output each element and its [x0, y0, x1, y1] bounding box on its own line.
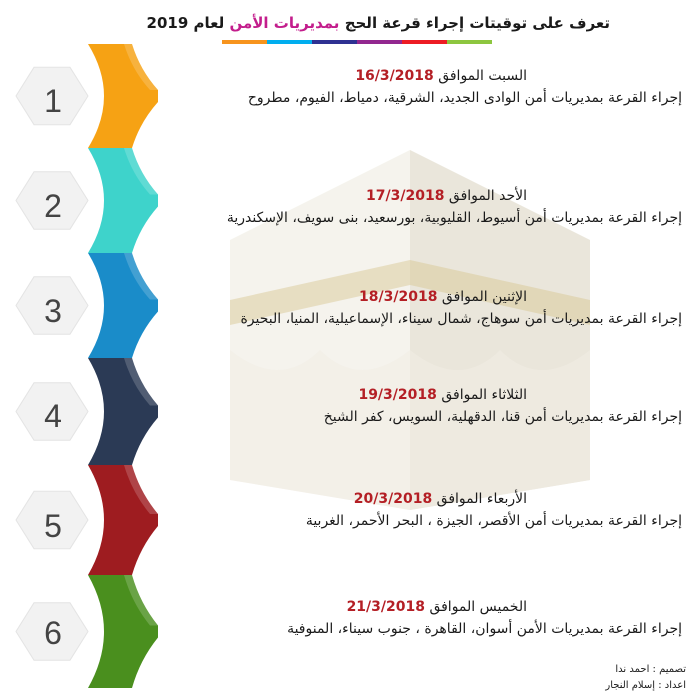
step-number-2: 2 — [44, 188, 62, 224]
timeline-segment-6 — [88, 575, 158, 688]
step-2 — [162, 185, 682, 229]
step-number-5: 5 — [44, 508, 62, 544]
step-4 — [162, 384, 682, 428]
page-title: تعرف على توقيتات إجراء قرعة الحج بمديريات الأمن لعام 2019 — [146, 14, 610, 32]
prepared-credit: اعداد : إسلام النجار — [605, 680, 686, 691]
underline-segment — [357, 40, 402, 44]
underline-segment — [402, 40, 447, 44]
underline-segment — [447, 40, 492, 44]
timeline-segment-5 — [88, 465, 158, 575]
step-description: إجراء القرعة بمديريات أمن سوهاج، شمال سيناء، الإسماعيلية، المنيا، البحيرة — [240, 311, 682, 327]
design-credit: تصميم : احمد ندا — [615, 664, 686, 675]
step-description: إجراء القرعة بمديريات أمن الأقصر، الجيزة ، البحر الأحمر، الغربية — [305, 513, 682, 529]
step-number-6: 6 — [44, 615, 62, 651]
step-date-line: الأربعاء الموافق 20/3/2018 — [353, 491, 527, 507]
step-5 — [162, 488, 682, 532]
step-date-line: الإثنين الموافق 18/3/2018 — [359, 289, 527, 305]
step-number-1: 1 — [44, 83, 62, 119]
step-description: إجراء القرعة بمديريات أمن قنا، الدقهلية، السويس، كفر الشيخ — [323, 409, 682, 425]
timeline-segment-4 — [88, 358, 158, 465]
timeline-segment-3 — [88, 253, 158, 358]
underline-segment — [312, 40, 357, 44]
step-3 — [162, 286, 682, 330]
credits — [605, 662, 686, 694]
timeline-segment-2 — [88, 148, 158, 253]
step-number-4: 4 — [44, 398, 62, 434]
title-underline — [222, 40, 492, 44]
step-date-line: الثلاثاء الموافق 19/3/2018 — [358, 387, 527, 403]
timeline-segment-1 — [88, 44, 158, 148]
step-description: إجراء القرعة بمديريات أمن أسيوط، القليوبية، بورسعيد، بنى سويف، الإسكندرية — [226, 210, 682, 226]
underline-segment — [222, 40, 267, 44]
title-highlight: بمديريات الأمن — [229, 14, 340, 32]
step-description: إجراء القرعة بمديريات أمن الوادى الجديد، الشرقية، دمياط، الفيوم، مطروح — [247, 90, 682, 106]
step-1 — [162, 65, 682, 109]
step-date-line: الأحد الموافق 17/3/2018 — [366, 188, 527, 204]
step-6 — [162, 596, 682, 640]
underline-segment — [267, 40, 312, 44]
step-date-line: السبت الموافق 16/3/2018 — [355, 68, 527, 84]
step-date-line: الخميس الموافق 21/3/2018 — [346, 599, 527, 615]
step-number-3: 3 — [44, 293, 62, 329]
step-description: إجراء القرعة بمديريات الأمن أسوان، القاهرة ، جنوب سيناء، المنوفية — [287, 621, 682, 637]
